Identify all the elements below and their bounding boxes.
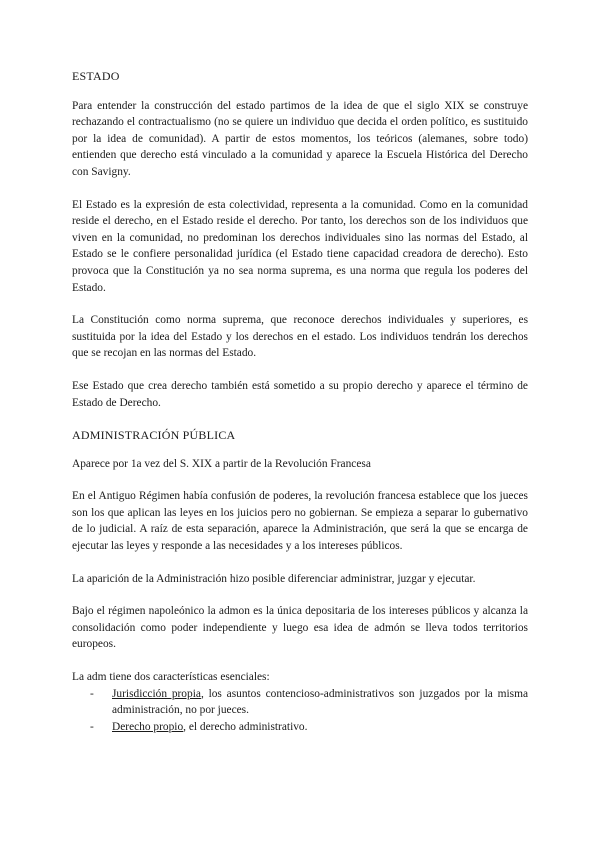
paragraph: Para entender la construcción del estado partimos de la idea de que el siglo XIX se construye rechazando el contractualismo (no se quiere un individuo que decida el orden político, es sustituido por la idea de comunidad). A partir de estos momentos, los teóricos (alemanes, sobre todo) entienden que derecho está vinculado a la comunidad y aparece la Escuela Histórica del Derecho con Savigny. [72, 99, 528, 178]
paragraph: El Estado es la expresión de esta colectividad, representa a la comunidad. Como en la comunidad reside el derecho, en el Estado reside el derecho. Por tanto, los derechos son de los individuos que viven en la comunidad, no predominan los derechos individuales sino las normas del Estado, al Estado se le confiere personalidad jurídica (el Estado tiene capacidad creadora de derecho). Esto provoca que la Constitución ya no sea norma suprema, es una norma que regula los poderes del Estado. [72, 198, 528, 294]
list-intro: La adm tiene dos características esenciales: [72, 671, 270, 684]
list-bullet: - [90, 687, 94, 700]
list-item [90, 719, 528, 736]
list-item-term: Derecho propio [112, 720, 184, 733]
list-item-term: Jurisdicción propia [112, 687, 201, 700]
list-item-text: , los asuntos contencioso-administrativos son juzgados por la misma administración, no por jueces. [112, 687, 529, 717]
paragraph: Bajo el régimen napoleónico la admon es la única depositaria de los intereses públicos y alcanza la consolidación como poder independiente y luego esa idea de admón se lleva todos territorios europeos. [72, 605, 528, 651]
list-bullet: - [90, 720, 94, 733]
paragraph: Aparece por 1a vez del S. XIX a partir de la Revolución Francesa [72, 457, 371, 470]
paragraph: Ese Estado que crea derecho también está sometido a su propio derecho y aparece el término de Estado de Derecho. [72, 379, 528, 409]
paragraph: La Constitución como norma suprema, que reconoce derechos individuales y superiores, es sustituida por la idea del Estado y los derechos en el estado. Los individuos tendrán los derechos que se recojan en las normas del Estado. [72, 314, 528, 360]
paragraph: En el Antiguo Régimen había confusión de poderes, la revolución francesa establece que los jueces son los que aplican las leyes en los juicios pero no gobiernan. Se empieza a separar lo gubernativo de lo judicial. A raíz de esta separación, aparece la Administración, que será la que se encarga de ejecutar las leyes y responde a las necesidades y a los intereses públicos. [72, 490, 528, 553]
characteristics-list [72, 686, 528, 736]
list-item-text: , el derecho administrativo. [183, 720, 308, 733]
paragraph: La aparición de la Administración hizo posible diferenciar administrar, juzgar y ejecutar. [72, 572, 476, 585]
heading-estado: ESTADO [72, 69, 120, 83]
heading-administracion-publica: ADMINISTRACIÓN PÚBLICA [72, 428, 236, 443]
list-item [90, 686, 528, 719]
